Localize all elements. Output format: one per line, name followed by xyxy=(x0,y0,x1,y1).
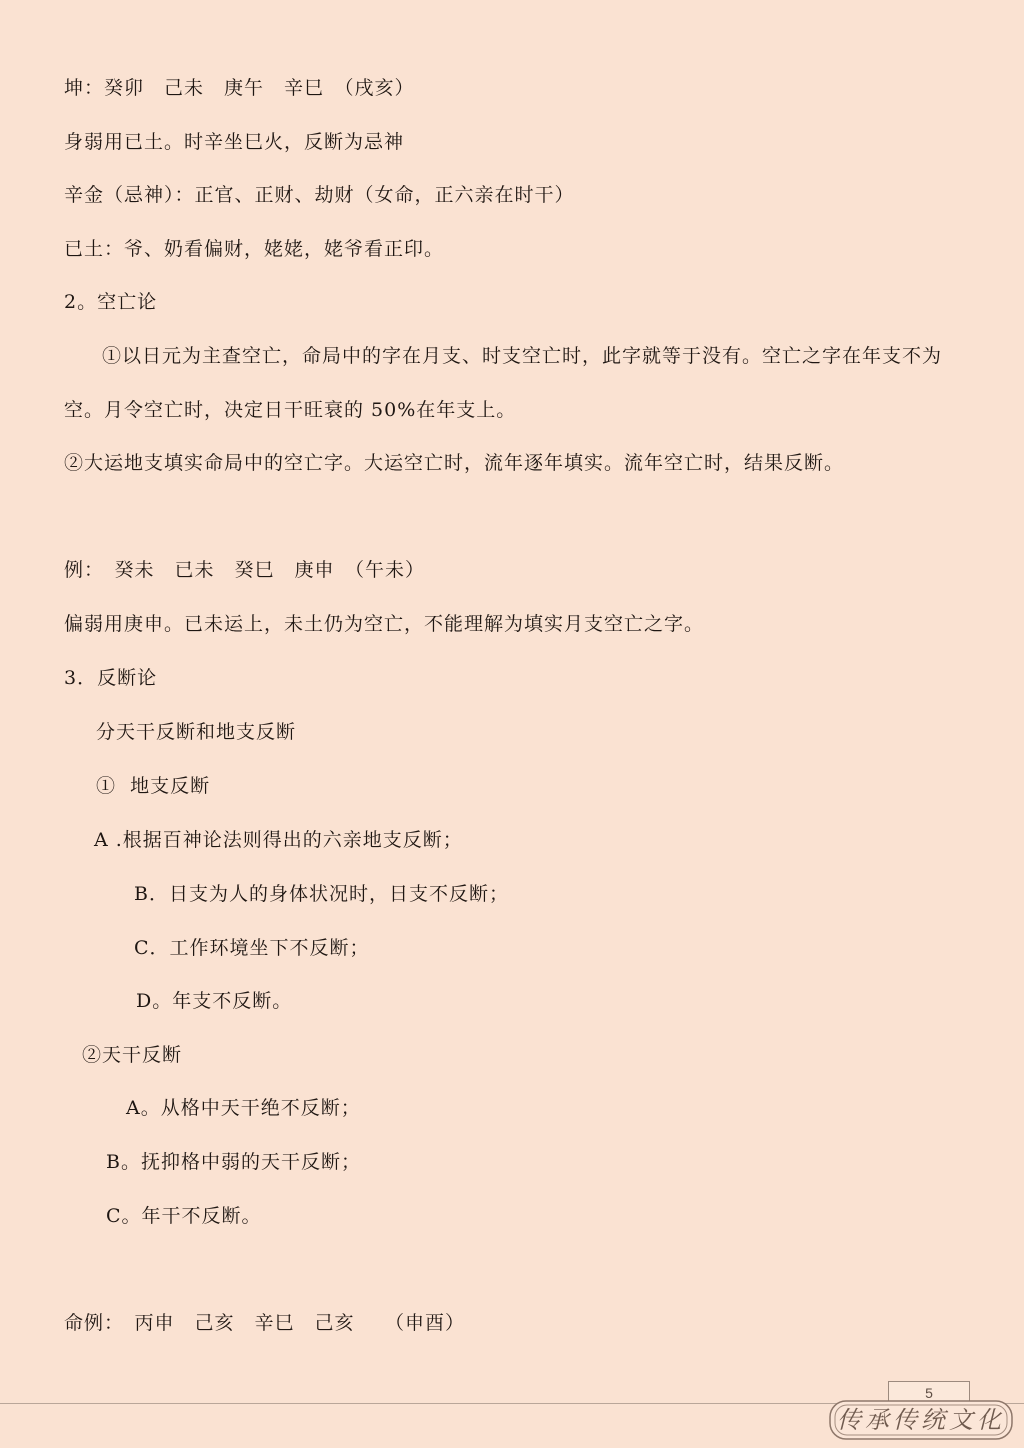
list-item: A .根据百神论法则得出的六亲地支反断； xyxy=(94,829,463,851)
text-line: 偏弱用庚申。已未运上，未土仍为空亡，不能理解为填实月支空亡之字。 xyxy=(64,613,705,635)
text-line: 分天干反断和地支反断 xyxy=(96,721,297,743)
list-item: C。年干不反断。 xyxy=(106,1205,262,1227)
list-item: B。抚抑格中弱的天干反断； xyxy=(106,1151,361,1173)
text-line: 辛金（忌神）：正官、正财、劫财（女命，正六亲在时干） xyxy=(64,184,575,206)
text-line: ①以日元为主查空亡，命局中的字在月支、时支空亡时，此字就等于没有。空亡之字在年支不为 xyxy=(102,345,943,367)
chart-line-kun: 坤：癸卯 己未 庚午 辛巳 （戌亥） xyxy=(64,77,415,99)
example-line: 例： 癸未 已未 癸巳 庚申 （午未） xyxy=(64,559,426,581)
text-line: 空。月令空亡时，决定日干旺衰的 50%在年支上。 xyxy=(64,399,517,421)
list-item: C．工作环境坐下不反断； xyxy=(134,937,370,959)
stamp-text: 传承传统文化 xyxy=(837,1406,1005,1434)
text-line: 身弱用已土。时辛坐巳火，反断为忌神 xyxy=(64,131,405,153)
section-heading-kongwang: 2。空亡论 xyxy=(64,291,158,313)
text-line: ②大运地支填实命局中的空亡字。大运空亡时，流年逐年填实。流年空亡时，结果反断。 xyxy=(64,452,845,474)
section-heading-fanduan: 3．反断论 xyxy=(64,667,158,689)
list-item: B．日支为人的身体状况时，日支不反断； xyxy=(134,883,509,905)
list-item: D。年支不反断。 xyxy=(136,990,293,1012)
subheading-tiangan: ②天干反断 xyxy=(82,1044,183,1066)
watermark-stamp xyxy=(826,1397,1016,1443)
text-line: 已土：爷、奶看偏财，姥姥，姥爷看正印。 xyxy=(64,238,445,260)
page-number: 5 xyxy=(888,1381,970,1404)
example-line: 命例： 丙申 己亥 辛巳 己亥 （申酉） xyxy=(64,1312,466,1334)
list-item: A。从格中天干绝不反断； xyxy=(126,1097,361,1119)
subheading-dizhi: ① 地支反断 xyxy=(96,775,211,797)
